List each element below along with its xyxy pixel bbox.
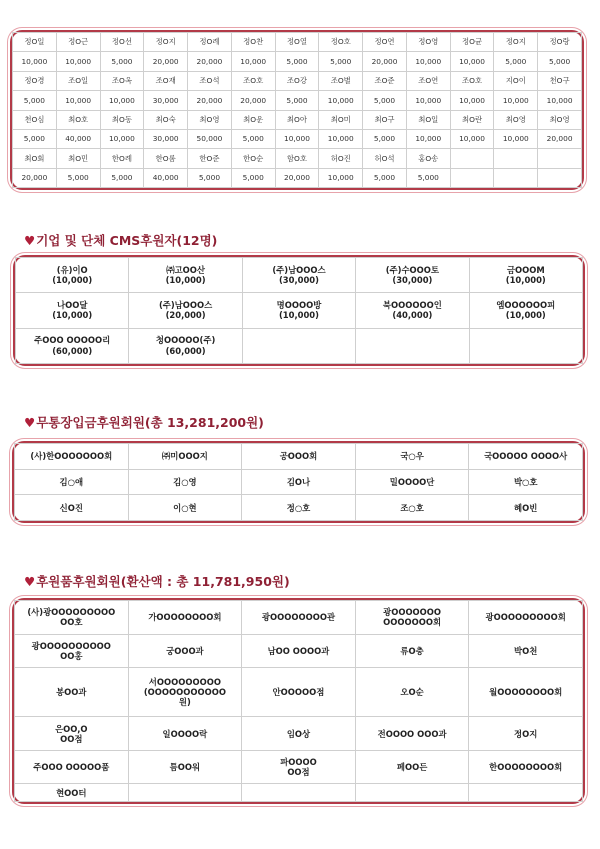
corporate-donors-title: 기업 및 단체 CMS후원자(12명) <box>36 233 218 248</box>
donor-name-line: (사)광OOOOOOOOO <box>27 607 116 618</box>
donor-amount-cell: 5,000 <box>13 91 57 110</box>
corporate-donor-cell <box>356 328 469 363</box>
donor-amount-cell: 10,000 <box>450 52 494 71</box>
donor-name-line: 정O지 <box>514 728 538 739</box>
goods-donor-cell <box>128 634 242 668</box>
goods-donor-cell <box>469 634 583 668</box>
goods-donor-cell <box>128 784 242 802</box>
corporate-donor-table <box>15 257 583 364</box>
donor-amount-cell: 10,000 <box>406 91 450 110</box>
corporate-donor-cell <box>242 328 355 363</box>
donor-name-line: 오O순 <box>400 687 424 698</box>
donor-amount-cell: 30,000 <box>144 129 188 148</box>
donor-name-line: 서OOOOOOOOO <box>148 677 221 688</box>
donor-name-line: 류O충 <box>400 645 424 656</box>
goods-donor-cell <box>242 634 356 668</box>
donor-amount: (20,000) <box>165 310 206 321</box>
donor-name-cell: 최O숙 <box>144 110 188 129</box>
corporate-donor-grid <box>13 255 585 366</box>
donor-amount: (10,000) <box>52 275 93 286</box>
donor-amount-cell: 10,000 <box>450 129 494 148</box>
donor-name-cell: 정O랑 <box>538 33 582 52</box>
donor-amount-cell: 5,000 <box>319 52 363 71</box>
donor-amount-cell: 10,000 <box>319 168 363 187</box>
deposit-donors-heading <box>24 413 264 431</box>
donor-name-cell: 조O호 <box>231 71 275 90</box>
deposit-donor-cell: ㈜미OOO지 <box>128 444 242 470</box>
donor-amount-cell: 10,000 <box>319 91 363 110</box>
donor-name-cell: 정O경 <box>13 71 57 90</box>
donor-name-line: 임O상 <box>286 728 311 739</box>
corporate-donor-cell <box>129 328 242 363</box>
goods-donor-cell <box>128 601 242 635</box>
donor-amount-cell: 5,000 <box>56 168 100 187</box>
donor-amount-cell: 10,000 <box>231 52 275 71</box>
donor-name-cell: 정O지 <box>144 33 188 52</box>
table-row <box>15 750 583 784</box>
donor-name-line: 가OOOOOOOO회 <box>148 612 222 623</box>
donor-amount-cell: 10,000 <box>450 91 494 110</box>
heart-icon: ♥ <box>24 574 36 589</box>
goods-donor-cell <box>15 668 129 717</box>
donor-name-cell: 지O이 <box>494 71 538 90</box>
donor-name-line: 은OO,O <box>55 723 88 734</box>
donor-amount-row <box>13 129 582 148</box>
donor-name-cell <box>538 149 582 168</box>
donor-name-cell: 정O례 <box>188 33 232 52</box>
donor-name-cell: 최O동 <box>100 110 144 129</box>
donor-name-cell: 정O찬 <box>231 33 275 52</box>
goods-donor-cell <box>469 717 583 751</box>
donor-name-cell: 최O회 <box>13 149 57 168</box>
donor-name-cell: 최O영 <box>538 110 582 129</box>
donor-name-line: OO점 <box>60 733 83 744</box>
donor-name-cell: 천O구 <box>538 71 582 90</box>
donor-name-cell: 한O순 <box>231 149 275 168</box>
donor-amount-cell: 10,000 <box>56 91 100 110</box>
donor-name-line: 주OOO OOOOO품 <box>33 762 110 773</box>
goods-donor-cell <box>469 750 583 784</box>
donor-name-line: 안OOOOO점 <box>272 687 325 698</box>
donor-name-cell: 조O옥 <box>100 71 144 90</box>
donor-amount-cell: 5,000 <box>275 91 319 110</box>
donor-name: 엠OOOOOO피 <box>496 299 556 310</box>
goods-donor-cell <box>355 784 469 802</box>
donor-amount-cell: 20,000 <box>188 52 232 71</box>
donor-name-row <box>13 71 582 90</box>
deposit-donor-cell: (사)한OOOOOOO회 <box>15 444 129 470</box>
donor-amount-cell: 10,000 <box>13 52 57 71</box>
donor-name-line: 전OOOO OOO과 <box>377 728 447 739</box>
goods-donor-cell <box>469 784 583 802</box>
deposit-donor-cell: 이○현 <box>128 495 242 521</box>
donor-amount-cell <box>494 168 538 187</box>
donor-amount-cell: 20,000 <box>231 91 275 110</box>
donor-name-line: OO호 <box>60 617 83 628</box>
monthly-donor-table <box>12 32 582 188</box>
donor-name-line: OO홍 <box>60 650 83 661</box>
donor-amount-cell: 5,000 <box>406 168 450 187</box>
donor-name: ㈜고OO산 <box>166 264 205 275</box>
goods-donor-cell <box>15 750 129 784</box>
goods-donor-cell <box>128 668 242 717</box>
corporate-donor-cell <box>16 328 129 363</box>
donor-name-cell: 조O별 <box>319 71 363 90</box>
donor-name-line: OO점 <box>287 767 310 778</box>
goods-donor-cell <box>242 601 356 635</box>
donor-name-cell: 조O준 <box>363 71 407 90</box>
goods-donor-cell <box>355 601 469 635</box>
goods-donor-cell <box>469 668 583 717</box>
donor-amount-cell: 10,000 <box>494 129 538 148</box>
donor-name-cell: 조O호 <box>450 71 494 90</box>
heart-icon: ♥ <box>24 415 36 430</box>
donor-name-cell: 정O균 <box>450 33 494 52</box>
donor-name-cell: 최O영 <box>494 110 538 129</box>
corporate-donor-cell <box>129 293 242 328</box>
goods-donor-cell <box>15 717 129 751</box>
donor-amount-cell: 5,000 <box>363 129 407 148</box>
donor-name-row <box>13 110 582 129</box>
deposit-donor-cell: 김O나 <box>242 469 356 495</box>
donor-amount-cell: 20,000 <box>188 91 232 110</box>
table-row <box>15 495 583 521</box>
donor-name: (유)이O <box>56 264 88 275</box>
donor-name-cell: 함O호 <box>275 149 319 168</box>
donor-name-cell: 한O롬 <box>144 149 188 168</box>
donor-name-cell: 최O일 <box>406 110 450 129</box>
donor-amount: (10,000) <box>278 310 319 321</box>
donor-amount-cell: 20,000 <box>538 129 582 148</box>
corporate-donor-cell <box>469 328 582 363</box>
table-row <box>15 469 583 495</box>
donor-amount: (10,000) <box>52 310 93 321</box>
donor-amount-cell: 10,000 <box>56 52 100 71</box>
table-row <box>15 444 583 470</box>
donor-name-cell: 조O연 <box>406 71 450 90</box>
deposit-donor-cell: 혜O빈 <box>469 495 583 521</box>
table-row <box>15 717 583 751</box>
donor-name-line: 남OO OOOO과 <box>267 645 330 656</box>
donor-name-cell: 한O준 <box>188 149 232 168</box>
donor-amount-cell: 5,000 <box>231 129 275 148</box>
donor-amount-cell: 10,000 <box>319 129 363 148</box>
donor-name-cell <box>450 149 494 168</box>
donor-amount-cell: 20,000 <box>363 52 407 71</box>
donor-name-cell: 조O재 <box>144 71 188 90</box>
table-row <box>15 668 583 717</box>
donor-amount-cell: 5,000 <box>188 168 232 187</box>
donor-name-line: 원) <box>178 697 191 708</box>
donor-amount-cell: 10,000 <box>538 91 582 110</box>
goods-donor-grid <box>12 598 585 804</box>
donor-name-line: 광OOOOOOOOO회 <box>485 612 566 623</box>
donor-name-cell: 정O연 <box>363 33 407 52</box>
donor-name-cell: 최O운 <box>231 110 275 129</box>
donor-amount-cell: 20,000 <box>275 168 319 187</box>
donor-amount-cell: 5,000 <box>363 91 407 110</box>
donor-amount-cell: 5,000 <box>538 52 582 71</box>
donor-amount-cell: 5,000 <box>275 52 319 71</box>
donor-amount-cell: 5,000 <box>13 129 57 148</box>
deposit-donor-cell: 박○호 <box>469 469 583 495</box>
donor-amount: (30,000) <box>392 275 433 286</box>
corporate-donor-cell <box>356 258 469 293</box>
donor-name-cell: 조O일 <box>56 71 100 90</box>
heart-icon: ♥ <box>24 233 36 248</box>
donor-name: (주)수OOO토 <box>385 264 440 275</box>
table-row <box>15 601 583 635</box>
donor-amount-cell: 5,000 <box>494 52 538 71</box>
goods-donors-heading <box>24 572 290 590</box>
deposit-donor-cell: 국OOOOO OOOO사 <box>469 444 583 470</box>
donor-name: 주OOO OOOOO리 <box>34 335 111 346</box>
donor-amount-row <box>13 52 582 71</box>
goods-donor-cell <box>355 717 469 751</box>
donor-name: 금OOOM <box>506 264 545 275</box>
donor-name-cell: 정O선 <box>100 33 144 52</box>
donor-name-line: 월OOOOOOOO회 <box>489 687 563 698</box>
donor-name-line: 광OOOOOOO <box>383 607 442 618</box>
donor-name-line: 궁OOO과 <box>166 645 204 656</box>
corporate-donor-cell <box>16 293 129 328</box>
donor-amount: (10,000) <box>505 310 546 321</box>
donor-amount-cell: 20,000 <box>144 52 188 71</box>
donor-name-cell <box>494 149 538 168</box>
donor-name-cell: 조O강 <box>275 71 319 90</box>
donor-amount-cell: 5,000 <box>231 168 275 187</box>
donor-name-cell: 정O호 <box>319 33 363 52</box>
donor-name: 청OOOOO(주) <box>155 335 216 346</box>
donor-name-cell: 최O민 <box>56 149 100 168</box>
table-row <box>16 328 583 363</box>
goods-donor-cell <box>242 784 356 802</box>
donor-name-cell: 홍O송 <box>406 149 450 168</box>
corporate-donor-cell <box>356 293 469 328</box>
donor-amount: (60,000) <box>52 345 93 356</box>
goods-donor-cell <box>242 717 356 751</box>
table-row <box>16 293 583 328</box>
donor-amount-cell: 10,000 <box>494 91 538 110</box>
goods-donor-cell <box>15 601 129 635</box>
donor-name-cell: 최O란 <box>450 110 494 129</box>
goods-donor-table <box>14 600 583 802</box>
donor-amount: (60,000) <box>165 345 206 356</box>
deposit-donor-cell: 밀OOOO단 <box>355 469 469 495</box>
donor-name-line: 페OO든 <box>396 762 428 773</box>
goods-donor-cell <box>355 668 469 717</box>
deposit-donor-cell: 국○우 <box>355 444 469 470</box>
donor-name-line: 박O천 <box>514 645 538 656</box>
goods-donor-cell <box>128 750 242 784</box>
deposit-donor-grid <box>12 441 585 523</box>
donor-name-cell: 정O영 <box>406 33 450 52</box>
donor-name-cell: 조O석 <box>188 71 232 90</box>
corporate-donor-cell <box>16 258 129 293</box>
deposit-donor-cell: 정○호 <box>242 495 356 521</box>
donor-amount-cell: 50,000 <box>188 129 232 148</box>
deposit-donor-cell: 신O진 <box>15 495 129 521</box>
donor-name-line: 틈OO워 <box>169 762 201 773</box>
donor-name-cell: 최O미 <box>319 110 363 129</box>
donor-amount-row <box>13 91 582 110</box>
donor-name-cell: 최O호 <box>56 110 100 129</box>
donor-amount-cell: 10,000 <box>406 52 450 71</box>
donor-name-cell: 한O례 <box>100 149 144 168</box>
deposit-donor-cell: 김○애 <box>15 469 129 495</box>
donor-amount-cell: 10,000 <box>100 91 144 110</box>
donor-amount-cell <box>538 168 582 187</box>
donor-name-cell: 정O일 <box>13 33 57 52</box>
goods-donor-cell <box>355 750 469 784</box>
donor-name: 명OOOO방 <box>276 299 322 310</box>
table-row <box>16 258 583 293</box>
donor-name-line: (OOOOOOOOOOO <box>143 687 226 698</box>
goods-donor-cell <box>15 784 129 802</box>
donor-name-line: 현OO터 <box>56 787 87 798</box>
donor-name-line: 광OOOOOOOOOO <box>31 640 111 651</box>
corporate-donor-cell <box>469 258 582 293</box>
donor-name-cell: 허O진 <box>319 149 363 168</box>
donor-name-cell: 정O근 <box>56 33 100 52</box>
donor-amount: (40,000) <box>392 310 433 321</box>
goods-donor-cell <box>469 601 583 635</box>
donor-name-cell: 정O열 <box>275 33 319 52</box>
donor-amount-cell <box>450 168 494 187</box>
donor-name-line: 파OOOO <box>280 757 317 768</box>
deposit-donor-cell: 공OOO회 <box>242 444 356 470</box>
corporate-donor-cell <box>242 293 355 328</box>
table-row <box>15 784 583 802</box>
donor-name: 북OOOOOO인 <box>382 299 442 310</box>
goods-donors-title: 후원품후원회원(환산액 : 총 11,781,950원) <box>36 574 290 589</box>
donor-amount-cell: 30,000 <box>144 91 188 110</box>
deposit-donor-cell: 김○영 <box>128 469 242 495</box>
donor-name-line: 광OOOOOOOO관 <box>261 612 336 623</box>
deposit-donors-title: 무통장입금후원회원(총 13,281,200원) <box>36 415 264 430</box>
donor-name-row <box>13 33 582 52</box>
donor-name-line: 일OOOO락 <box>162 728 208 739</box>
donor-amount-cell: 5,000 <box>100 52 144 71</box>
donor-amount-cell: 5,000 <box>363 168 407 187</box>
donor-name-cell: 허O석 <box>363 149 407 168</box>
deposit-donor-cell: 조○호 <box>355 495 469 521</box>
donor-amount-cell: 10,000 <box>100 129 144 148</box>
corporate-donor-cell <box>129 258 242 293</box>
corporate-donor-cell <box>242 258 355 293</box>
corporate-donor-cell <box>469 293 582 328</box>
donor-amount: (30,000) <box>278 275 319 286</box>
donor-amount-cell: 10,000 <box>275 129 319 148</box>
goods-donor-cell <box>128 717 242 751</box>
monthly-donor-grid <box>10 30 584 190</box>
donor-amount-row <box>13 168 582 187</box>
donor-name-cell: 최O구 <box>363 110 407 129</box>
corporate-donors-heading <box>24 231 217 249</box>
donor-amount-cell: 40,000 <box>56 129 100 148</box>
donor-name-cell: 정O지 <box>494 33 538 52</box>
donor-name-cell: 천O심 <box>13 110 57 129</box>
donor-name-cell: 최O영 <box>188 110 232 129</box>
donor-name-line: OOOOOOO회 <box>383 617 442 628</box>
donor-name-row <box>13 149 582 168</box>
donor-amount: (10,000) <box>165 275 206 286</box>
donor-name: 나OO달 <box>56 299 88 310</box>
deposit-donor-table <box>14 443 583 521</box>
table-row <box>15 634 583 668</box>
goods-donor-cell <box>355 634 469 668</box>
donor-name: (주)남OOO스 <box>158 299 213 310</box>
donor-name-line: 한OOOOOOOO회 <box>489 762 563 773</box>
donor-amount: (10,000) <box>505 275 546 286</box>
donor-amount-cell: 5,000 <box>100 168 144 187</box>
goods-donor-cell <box>242 750 356 784</box>
donor-amount-cell: 10,000 <box>406 129 450 148</box>
donor-amount-cell: 40,000 <box>144 168 188 187</box>
goods-donor-cell <box>242 668 356 717</box>
donor-amount-cell: 20,000 <box>13 168 57 187</box>
donor-name: (주)남OOO스 <box>272 264 326 275</box>
donor-name-cell: 최O아 <box>275 110 319 129</box>
donor-name-line: 봉OO과 <box>56 687 87 698</box>
goods-donor-cell <box>15 634 129 668</box>
